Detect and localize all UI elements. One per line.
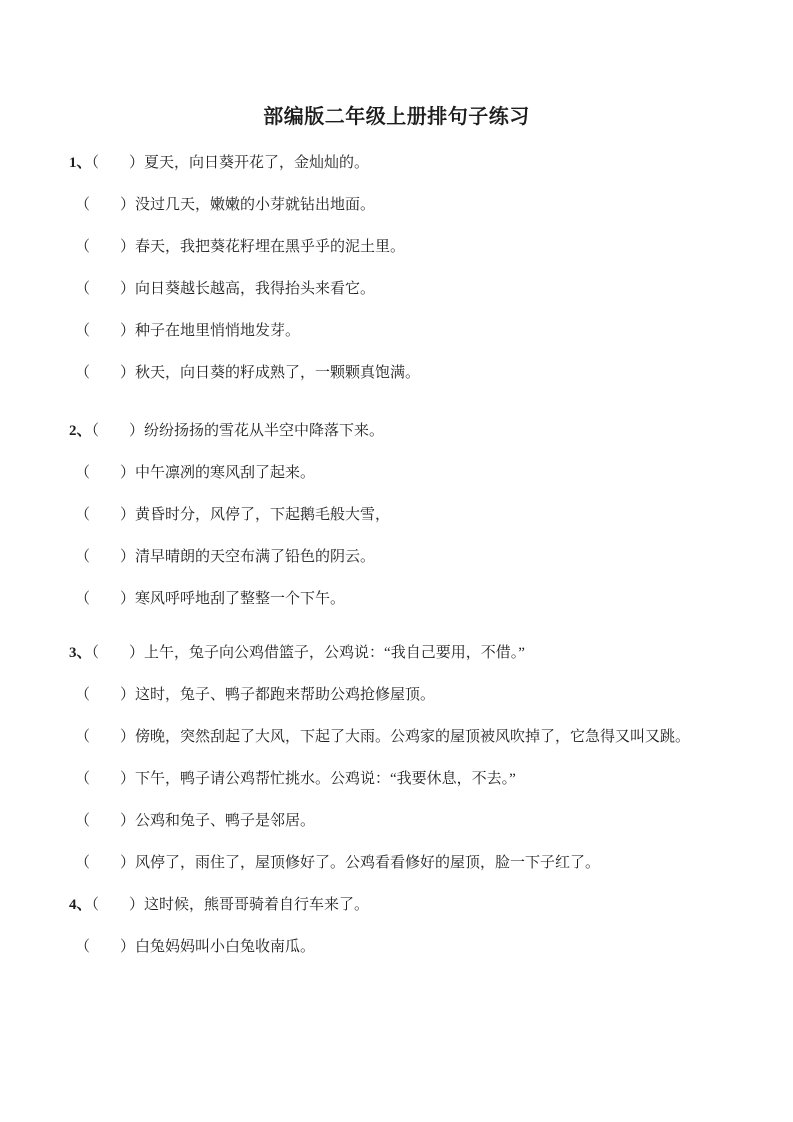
- question-line: [75, 591, 793, 608]
- sentence-text: 中午凛冽的寒风刮了起来。: [135, 465, 316, 481]
- sentence-text: 风停了，雨住了，屋顶修好了。公鸡看看修好的屋顶，脸一下子红了。: [135, 855, 601, 871]
- answer-blank: （ ）: [91, 645, 145, 661]
- sentence-text: 向日葵越长越高，我得抬头来看它。: [135, 281, 376, 297]
- sentence-text: 白兔妈妈叫小白兔收南瓜。: [135, 939, 316, 955]
- sentence-text: 春天，我把葵花籽埋在黑乎乎的泥土里。: [135, 239, 406, 255]
- question-section-2: [0, 423, 793, 608]
- answer-blank: （ ）: [75, 549, 136, 565]
- answer-blank: （ ）: [75, 591, 136, 607]
- answer-blank: （ ）: [75, 239, 136, 255]
- question-line: [75, 729, 793, 746]
- sentence-text: 种子在地里悄悄地发芽。: [135, 323, 301, 339]
- sentence-text: 这时候，熊哥哥骑着自行车来了。: [144, 897, 370, 913]
- question-line: [75, 239, 793, 256]
- answer-blank: （ ）: [75, 465, 136, 481]
- question-line: [69, 645, 793, 662]
- sentence-text: 没过几天，嫩嫩的小芽就钻出地面。: [135, 197, 376, 213]
- answer-blank: （ ）: [75, 281, 136, 297]
- question-line: [75, 365, 793, 382]
- question-line: [75, 813, 793, 830]
- question-section-1: [0, 155, 793, 382]
- sentence-text: 上午，兔子向公鸡借篮子，公鸡说：“我自己要用，不借。”: [144, 645, 525, 661]
- question-line: [75, 687, 793, 704]
- answer-blank: （ ）: [75, 687, 136, 703]
- answer-blank: （ ）: [75, 197, 136, 213]
- question-section-3: [0, 645, 793, 872]
- answer-blank: （ ）: [91, 897, 145, 913]
- answer-blank: （ ）: [75, 365, 136, 381]
- sentence-text: 秋天，向日葵的籽成熟了，一颗颗真饱满。: [135, 365, 421, 381]
- answer-blank: （ ）: [91, 423, 145, 439]
- question-line: [69, 155, 793, 172]
- question-line: [69, 423, 793, 440]
- question-line: [69, 897, 793, 914]
- sentence-text: 寒风呼呼地刮了整整一个下午。: [135, 591, 346, 607]
- page-title: 部编版二年级上册排句子练习: [263, 106, 530, 128]
- sentence-text: 这时，兔子、鸭子都跑来帮助公鸡抢修屋顶。: [135, 687, 436, 703]
- question-number: 4、: [69, 897, 92, 913]
- question-number: 1、: [69, 155, 92, 171]
- answer-blank: （ ）: [75, 771, 136, 787]
- sentence-text: 夏天，向日葵开花了，金灿灿的。: [144, 155, 370, 171]
- question-line: [75, 771, 793, 788]
- sentence-text: 纷纷扬扬的雪花从半空中降落下来。: [144, 423, 385, 439]
- question-line: [75, 281, 793, 298]
- question-line: [75, 197, 793, 214]
- question-section-4: [0, 897, 793, 956]
- question-line: [75, 549, 793, 566]
- sentence-text: 傍晚，突然刮起了大风，下起了大雨。公鸡家的屋顶被风吹掉了，它急得又叫又跳。: [135, 729, 691, 745]
- question-line: [75, 855, 793, 872]
- question-number: 2、: [69, 423, 92, 439]
- answer-blank: （ ）: [75, 855, 136, 871]
- answer-blank: （ ）: [75, 507, 136, 523]
- answer-blank: （ ）: [75, 323, 136, 339]
- answer-blank: （ ）: [75, 813, 136, 829]
- answer-blank: （ ）: [75, 729, 136, 745]
- answer-blank: （ ）: [91, 155, 145, 171]
- question-line: [75, 465, 793, 482]
- question-number: 3、: [69, 645, 92, 661]
- sentence-text: 下午，鸭子请公鸡帮忙挑水。公鸡说：“我要休息，不去。”: [135, 771, 516, 787]
- sentence-text: 黄昏时分，风停了，下起鹅毛般大雪，: [135, 507, 391, 523]
- question-line: [75, 323, 793, 340]
- sentence-text: 清早晴朗的天空布满了铅色的阴云。: [135, 549, 376, 565]
- question-line: [75, 507, 793, 524]
- answer-blank: （ ）: [75, 939, 136, 955]
- sentence-text: 公鸡和兔子、鸭子是邻居。: [135, 813, 316, 829]
- question-line: [75, 939, 793, 956]
